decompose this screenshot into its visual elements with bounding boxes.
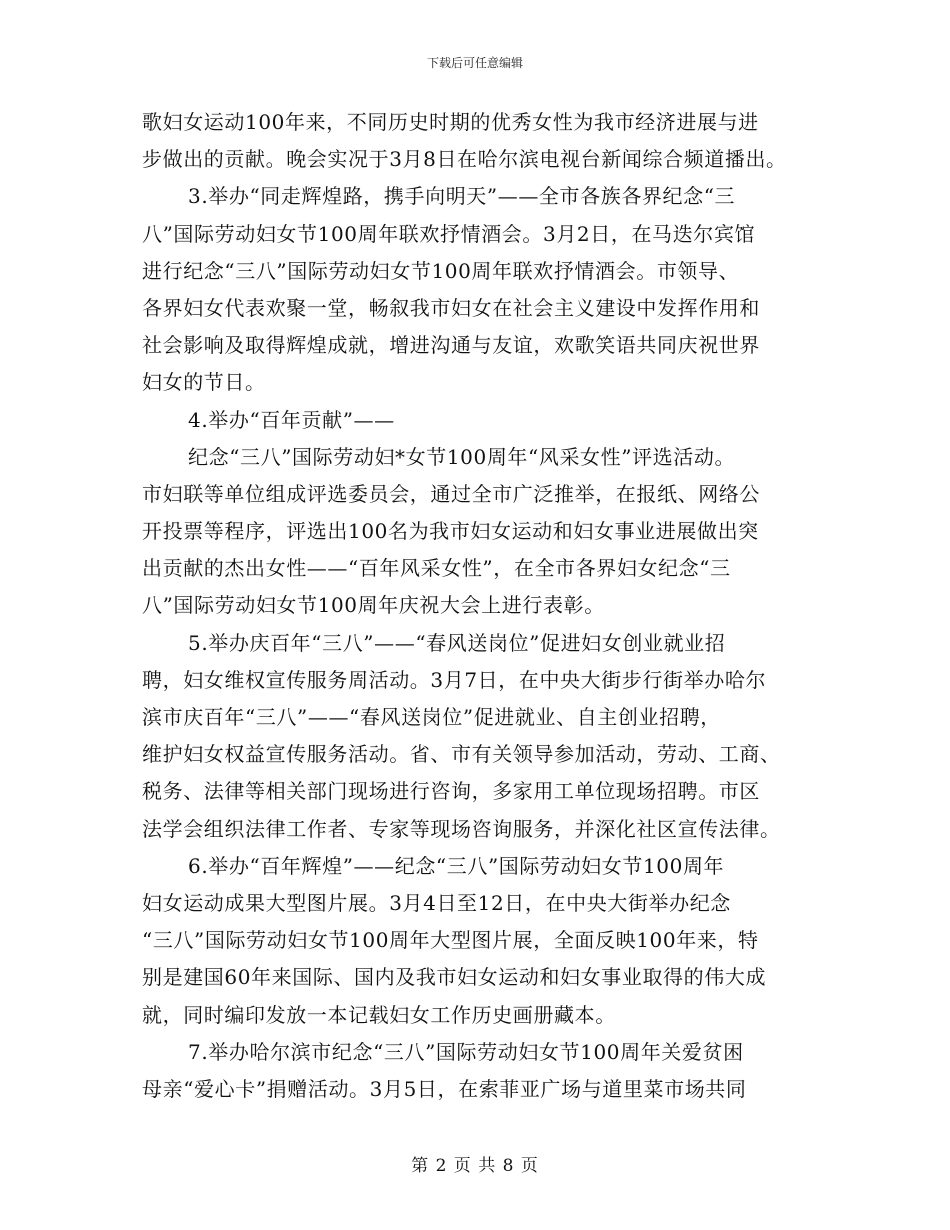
text-line: 母亲“爱心卡”捐赠活动。3月5日，在索菲亚广场与道里菜市场共同 [142,1076,747,1101]
text-line: 歌妇女运动100年来，不同历史时期的优秀女性为我市经济进展与进 [142,110,759,134]
text-line: 别是建国60年来国际、国内及我市妇女运动和妇女事业取得的伟大成 [142,965,767,990]
text-line: 八”国际劳动妇女节100周年庆祝大会上进行表彰。 [142,593,605,618]
text-line: 进行纪念“三八”国际劳动妇女节100周年联欢抒情酒会。市领导、 [142,258,740,283]
text-line: 各界妇女代表欢聚一堂，畅叙我市妇女在社会主义建设中发挥作用和 [142,295,760,320]
text-line: 步做出的贡献。晚会实况于3月8日在哈尔滨电视台新闻综合频道播出。 [142,147,787,172]
text-line: 八”国际劳动妇女节100周年联欢抒情酒会。3月2日，在马迭尔宾馆 [142,221,756,246]
text-line: 税务、法律等相关部门现场进行咨询，多家用工单位现场招聘。市区 [142,779,760,804]
text-line: 纪念“三八”国际劳动妇*女节100周年“风采女性”评选活动。 [188,444,736,469]
text-line: “三八”国际劳动妇女节100周年大型图片展，全面反映100年来，特 [142,928,759,953]
text-line: 市妇联等单位组成评选委员会，通过全市广泛推举，在报纸、网络公 [142,481,760,506]
text-line: 法学会组织法律工作者、专家等现场咨询服务，并深化社区宣传法律。 [142,816,781,841]
page-number-footer: 第 2 页 共 8 页 [411,1156,539,1176]
text-line: 出贡献的杰出女性——“百年风采女性”，在全市各界妇女纪念“三 [142,556,731,581]
text-line: 5.举办庆百年“三八”——“春风送岗位”促进妇女创业就业招 [188,630,726,655]
body-text [142,104,822,1108]
text-line: 7.举办哈尔滨市纪念“三八”国际劳动妇女节100周年关爱贫困 [188,1039,744,1064]
text-line: 开投票等程序，评选出100名为我市妇女运动和妇女事业进展做出突 [142,519,759,544]
text-line: 妇女的节日。 [142,370,266,395]
text-line: 6.举办“百年辉煌”——纪念“三八”国际劳动妇女节100周年 [188,853,725,878]
text-line: 就，同时编印发放一本记载妇女工作历史画册藏本。 [142,1002,616,1027]
text-line: 4.举办“百年贡献”—— [188,407,395,432]
text-line: 聘，妇女维权宣传服务周活动。3月7日，在中央大街步行街举办哈尔 [142,667,767,692]
text-line: 妇女运动成果大型图片展。3月4日至12日，在中央大街举办纪念 [142,890,731,915]
text-line: 滨市庆百年“三八”——“春风送岗位”促进就业、自主创业招聘， [142,705,721,729]
text-line: 社会影响及取得辉煌成就，增进沟通与友谊，欢歌笑语共同庆祝世界 [142,333,760,358]
header-note: 下载后可任意编辑 [426,56,523,70]
text-line: 维护妇女权益宣传服务活动。省、市有关领导参加活动，劳动、工商、 [142,742,781,767]
text-line: 3.举办“同走辉煌路，携手向明天”——全市各族各界纪念“三 [188,184,736,209]
